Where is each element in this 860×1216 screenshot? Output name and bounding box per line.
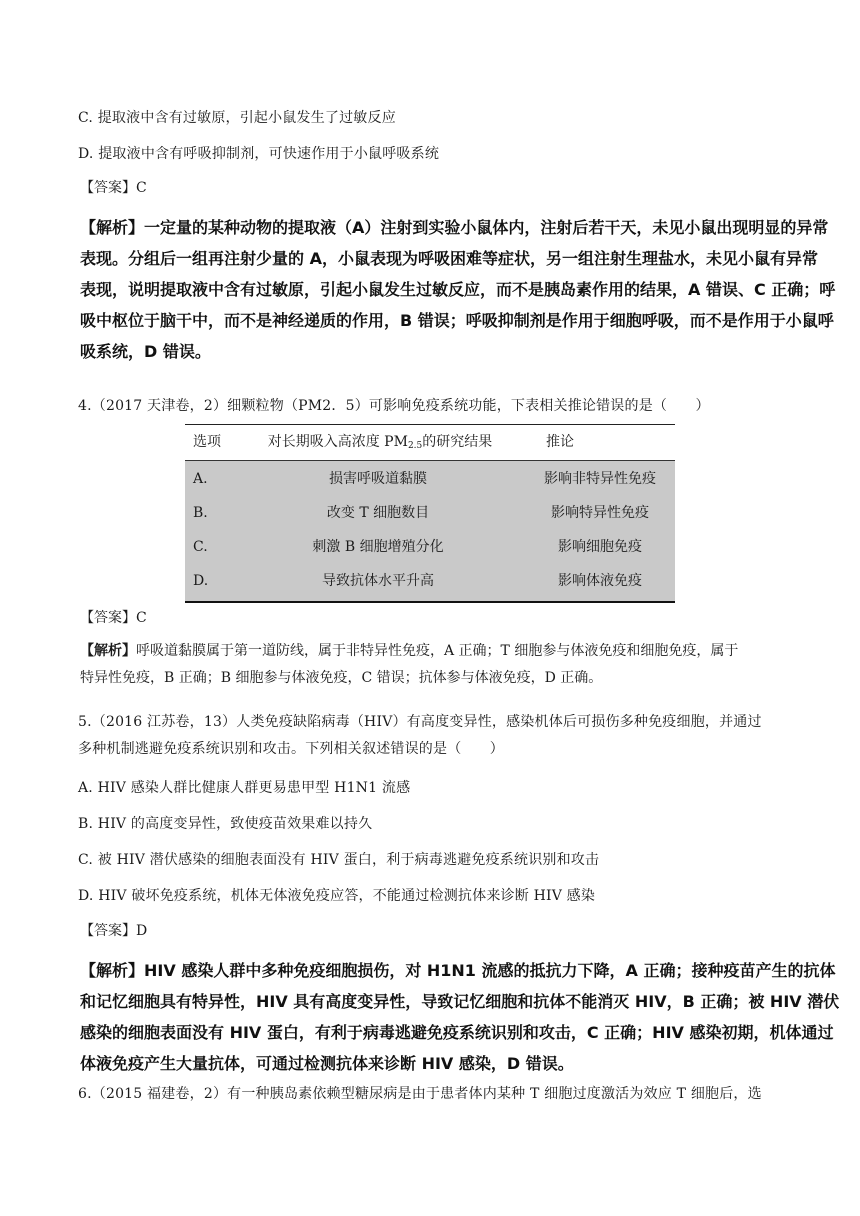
explanation-line: 一定量的某种动物的提取液（A）注射到实验小鼠体内，注射后若干天，未见小鼠出现明显的异常 [144, 218, 829, 237]
header-pm-subscript: 2.5 [407, 441, 423, 451]
q5-answer: 【答案】D [80, 923, 148, 939]
header-option: 选项 [193, 434, 221, 450]
explanation-line: 和记忆细胞具有特异性，HIV 具有高度变异性，导致记忆细胞和抗体不能消灭 HIV，B 正确；被 HIV 潜伏 [80, 992, 840, 1011]
q3-option-c: C. 提取液中含有过敏原，引起小鼠发生了过敏反应 [78, 110, 396, 126]
q5-option-d: D. HIV 破坏免疫系统，机体无体液免疫应答，不能通过检测抗体来诊断 HIV 感染 [78, 888, 596, 904]
q4-stem: 4.（2017 天津卷，2）细颗粒物（PM2．5）可影响免疫系统功能，下表相关推论错误的是（ ） [78, 398, 710, 414]
q5-option-c: C. 被 HIV 潜伏感染的细胞表面没有 HIV 蛋白，利于病毒逃避免疫系统识别和攻击 [78, 852, 600, 868]
q3-answer: 【答案】C [80, 180, 147, 196]
q5-option-b: B. HIV 的高度变异性，致使疫苗效果难以持久 [78, 816, 373, 832]
table-cell: 影响非特异性免疫 [544, 471, 656, 487]
table-cell: 导致抗体水平升高 [322, 573, 434, 589]
q4-answer: 【答案】C [80, 610, 147, 626]
explanation-tag: 【解析】 [80, 643, 136, 659]
q4-explanation [80, 638, 784, 692]
explanation-line: 吸系统，D 错误。 [80, 342, 211, 361]
q6-stem: 6.（2015 福建卷，2）有一种胰岛素依赖型糖尿病是由于患者体内某种 T 细胞过度激活为效应 T 细胞后，选 [78, 1086, 762, 1102]
table-cell: 影响细胞免疫 [558, 539, 642, 555]
table-cell: C. [193, 539, 208, 555]
explanation-tag: 【解析】 [80, 961, 145, 980]
table-cell: 改变 T 细胞数目 [326, 505, 430, 521]
table-header [185, 424, 675, 459]
table-cell: D. [193, 573, 209, 589]
table-body [185, 460, 675, 603]
explanation-line: 呼吸道黏膜属于第一道防线，属于非特异性免疫，A 正确；T 细胞参与体液免疫和细胞免疫，属于 [136, 643, 739, 659]
explanation-line: 吸中枢位于脑干中，而不是神经递质的作用，B 错误；呼吸抑制剂是作用于细胞呼吸，而不是作用于小鼠呼 [80, 311, 834, 330]
q3-explanation [80, 212, 836, 367]
explanation-line: 感染的细胞表面没有 HIV 蛋白，有利于病毒逃避免疫系统识别和攻击，C 正确；HIV 感染初期，机体通过 [80, 1023, 834, 1042]
header-result [255, 432, 505, 456]
q5-explanation [80, 955, 840, 1079]
explanation-line: 体液免疫产生大量抗体，可通过检测抗体来诊断 HIV 感染，D 错误。 [80, 1054, 574, 1073]
table-cell: 刺激 B 细胞增殖分化 [312, 539, 444, 555]
header-result-suffix: 的研究结果 [422, 434, 493, 450]
explanation-tag: 【解析】 [80, 218, 145, 237]
table-cell: 损害呼吸道黏膜 [329, 471, 427, 487]
q5-stem-line: 5.（2016 江苏卷，13）人类免疫缺陷病毒（HIV）有高度变异性，感染机体后可损伤多种免疫细胞，并通过 [78, 714, 762, 730]
header-inference: 推论 [546, 434, 574, 450]
header-result-text: 对长期吸入高浓度 PM [267, 434, 408, 450]
q3-option-d: D. 提取液中含有呼吸抑制剂，可快速作用于小鼠呼吸系统 [78, 146, 440, 162]
table-cell: B. [193, 505, 208, 521]
table-cell: A. [193, 471, 208, 487]
table-cell: 影响特异性免疫 [551, 505, 649, 521]
explanation-line: 特异性免疫，B 正确；B 细胞参与体液免疫，C 错误；抗体参与体液免疫，D 正确。 [80, 670, 603, 686]
explanation-line: 表现，说明提取液中含有过敏原，引起小鼠发生过敏反应，而不是胰岛素作用的结果，A 错误、C 正确；呼 [80, 280, 836, 299]
explanation-line: HIV 感染人群中多种免疫细胞损伤，对 H1N1 流感的抵抗力下降，A 正确；接种疫苗产生的抗体 [144, 961, 836, 980]
table-cell: 影响体液免疫 [558, 573, 642, 589]
q5-stem-line: 多种机制逃避免疫系统识别和攻击。下列相关叙述错误的是（ ） [78, 741, 504, 757]
explanation-line: 表现。分组后一组再注射少量的 A，小鼠表现为呼吸困难等症状，另一组注射生理盐水，未见小鼠有异常 [80, 249, 818, 268]
q5-option-a: A. HIV 感染人群比健康人群更易患甲型 H1N1 流感 [78, 780, 411, 796]
